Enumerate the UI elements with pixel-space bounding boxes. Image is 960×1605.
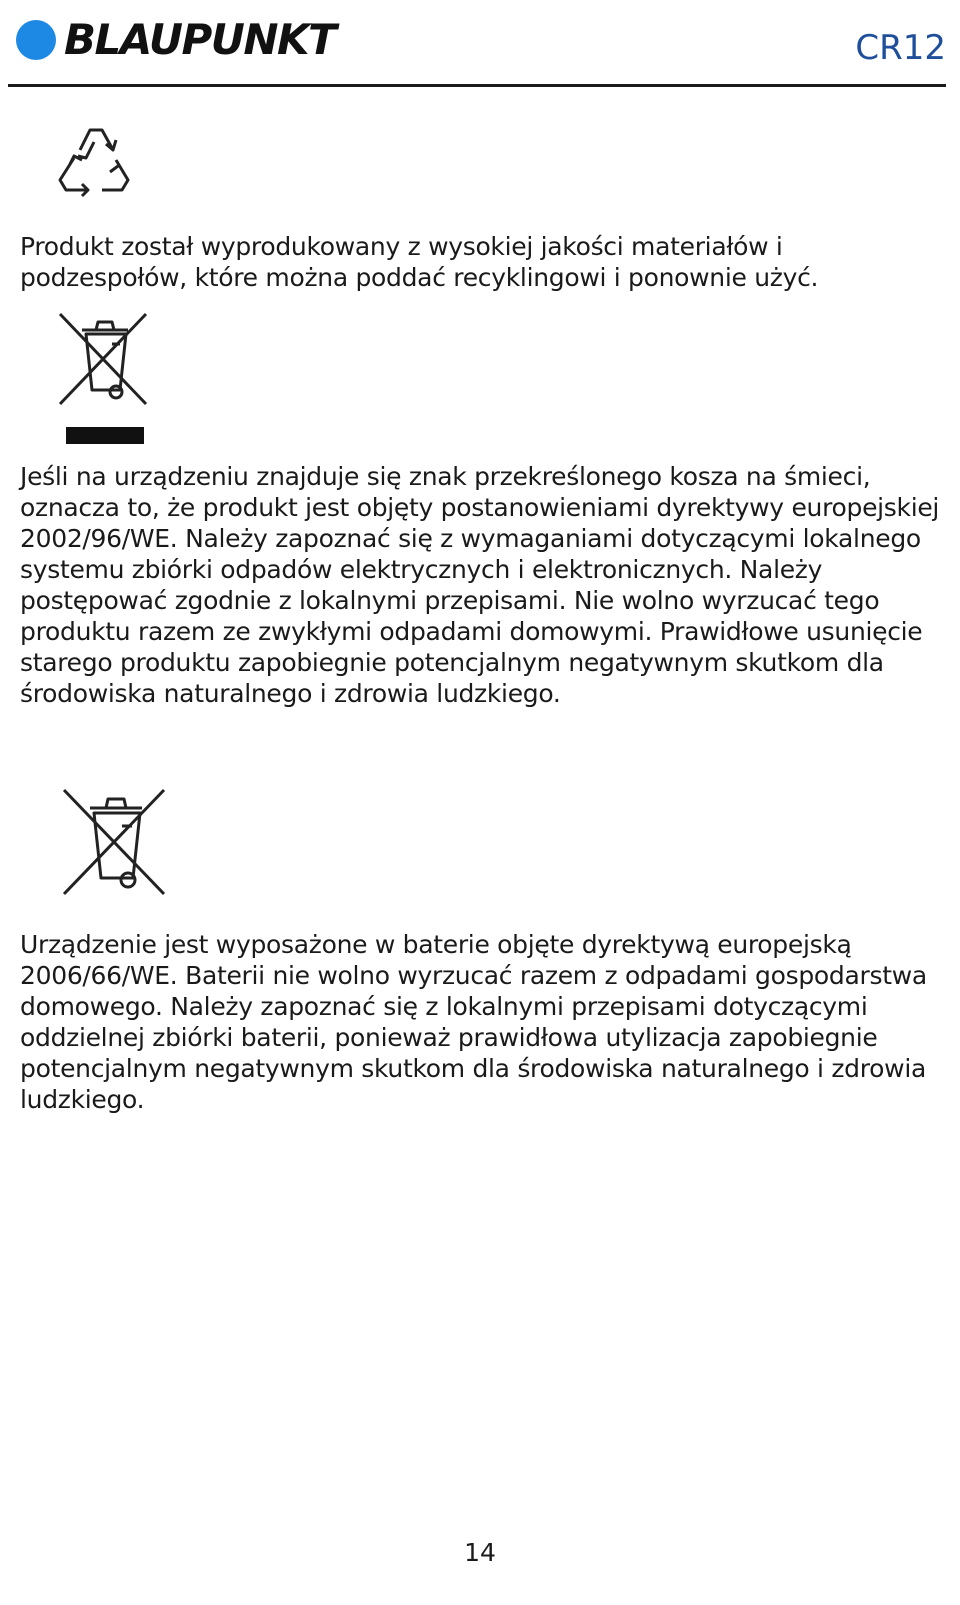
crossed-bin-icon — [56, 310, 154, 410]
weee-paragraph: Jeśli na urządzeniu znajduje się znak przekreślonego kosza na śmieci, oznacza to, że produkt jest objęty postanowieniami dyrektywy europejskiej 2002/96/WE. Należy zapoznać się z wymaganiami dotyczącymi lokalnego systemu zbiórki odpadów elektrycznych i elektronicznych. Należy postępować zgodnie z lokalnymi przepisami. Nie wolno wyrzucać tego produktu razem ze zwykłymi odpadami domowymi. Prawidłowe usunięcie starego produktu zapobiegnie potencjalnym negatywnym skutkom dla środowiska naturalnego i zdrowia ludzkiego. — [20, 462, 940, 708]
battery-crossed-bin-icon — [60, 786, 172, 898]
brand-logo-dot — [16, 20, 56, 60]
brand-logo: BLAUPUNKT — [64, 15, 336, 64]
battery-paragraph: Urządzenie jest wyposażone w baterie objęte dyrektywą europejską 2006/66/WE. Baterii nie wolno wyrzucać razem z odpadami gospodarstwa domowego. Należy zapoznać się z lokalnymi przepisami dotyczącymi oddzielnej zbiórki baterii, ponieważ prawidłowa utylizacja zapobiegnie potencjalnym negatywnym skutkom dla środowiska naturalnego i zdrowia ludzkiego. — [20, 930, 927, 1114]
separate-collection-bar — [66, 427, 144, 444]
page-header — [0, 0, 960, 92]
recycle-paragraph: Produkt został wyprodukowany z wysokiej jakości materiałów i podzespołów, które można poddać recyklingowi i ponownie użyć. — [20, 232, 819, 292]
model-number: CR12 — [855, 28, 946, 68]
page-number: 14 — [464, 1538, 496, 1567]
recycle-icon — [50, 120, 134, 200]
header-divider — [8, 84, 946, 87]
